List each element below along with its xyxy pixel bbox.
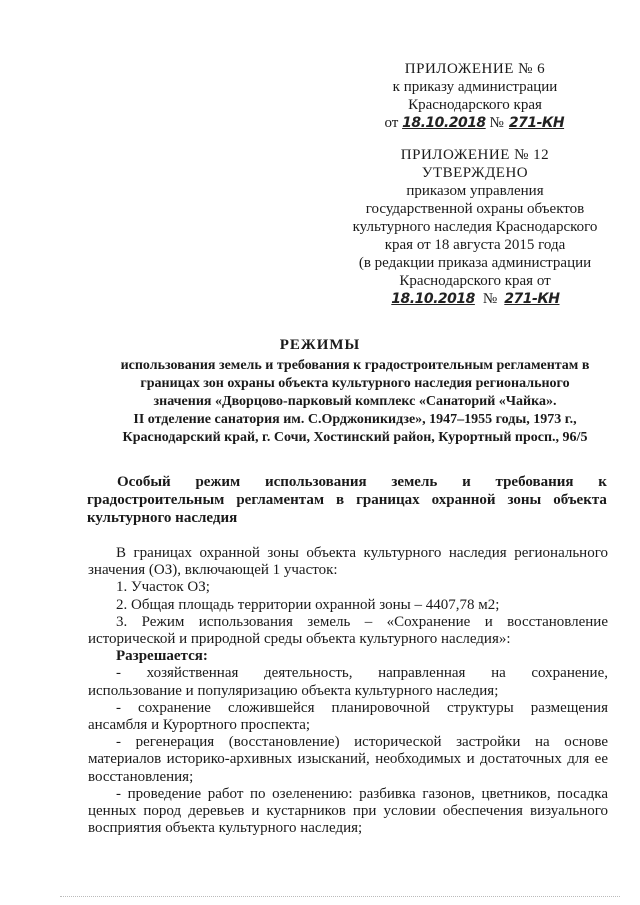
appendix-12-line4: государственной охраны объектов [365, 201, 585, 217]
bullet-item: - хозяйственная деятельность, направленная на сохранение, [116, 665, 608, 682]
section-heading: Особый режим использования земель и требования к градостроительным регламентам в границах охранной зоны объекта культурного наследия [87, 474, 607, 526]
document-subtitle [95, 357, 615, 447]
appendix-12-line5: культурного наследия Краснодарского [352, 219, 598, 235]
appendix-6-title: ПРИЛОЖЕНИЕ № 6 [404, 61, 546, 77]
appendix-6-date-line: от 18.10.2018 № 271-КН [384, 115, 565, 131]
bullet-item-cont: материалов историко-архивных изысканий, необходимых и достаточных для ее [88, 751, 608, 768]
handwritten-number: 271-КН [504, 291, 560, 307]
appendix-12-header [330, 146, 620, 308]
paragraph: В границах охранной зоны объекта культурного наследия регионального [116, 545, 608, 561]
bullet-item: - проведение работ по озеленению: разбивка газонов, цветников, посадка [116, 785, 608, 802]
handwritten-number: 271-КН [508, 115, 565, 131]
bullet-item: - сохранение сложившейся планировочной структуры размещения [116, 699, 608, 716]
appendix-6-header [330, 60, 620, 132]
bullet-item: - регенерация (восстановление) исторической застройки на основе [116, 734, 608, 751]
appendix-6-line2: к приказу администрации [392, 79, 558, 95]
appendix-12-line3: приказом управления [406, 183, 544, 199]
appendix-12-line6: края от 18 августа 2015 года [384, 237, 566, 253]
subtitle-line: использования земель и требования к градостроительным регламентам в [120, 358, 590, 373]
document-body [88, 545, 608, 837]
subtitle-line: границах зон охраны объекта культурного наследия регионального [140, 376, 570, 391]
bullet-item-cont: использование и популяризацию объекта культурного наследия; [88, 682, 499, 699]
handwritten-date: 18.10.2018 [402, 115, 486, 131]
appendix-6-line3: Краснодарского края [408, 97, 542, 113]
appendix-12-title: ПРИЛОЖЕНИЕ № 12 [400, 147, 550, 163]
list-item: 3. Режим использования земель – «Сохранение и восстановление [116, 613, 608, 630]
bullet-item-cont: ансамбля и Курортного проспекта; [88, 717, 311, 734]
subtitle-line: Краснодарский край, г. Сочи, Хостинский район, Курортный просп., 96/5 [122, 430, 588, 445]
allowed-heading: Разрешается: [116, 648, 208, 665]
handwritten-date: 18.10.2018 [391, 291, 475, 307]
list-item: 1. Участок ОЗ; [116, 579, 210, 596]
bullet-item-cont: ценных пород деревьев и кустарников при условии обеспечения визуального [88, 803, 608, 820]
appendix-12-line8: Краснодарского края от [399, 273, 551, 289]
document-title: РЕЖИМЫ [279, 337, 361, 353]
list-item-cont: исторической и природной среды объекта культурного наследия»: [88, 631, 511, 648]
scan-edge-artifact [60, 896, 620, 898]
subtitle-line: значения «Дворцово-парковый комплекс «Санаторий «Чайка». [153, 394, 557, 409]
paragraph-cont: значения (ОЗ), включающей 1 участок: [88, 562, 338, 579]
bullet-item-cont: восстановления; [88, 768, 194, 785]
subtitle-line: II отделение санатория им. С.Орджоникидзе», 1947–1955 годы, 1973 г., [133, 412, 577, 427]
appendix-12-line7: (в редакции приказа администрации [358, 255, 592, 271]
list-item: 2. Общая площадь территории охранной зоны – 4407,78 м2; [116, 596, 500, 613]
approved-label: УТВЕРЖДЕНО [421, 165, 529, 181]
bullet-item-cont: восприятия объекта культурного наследия; [88, 820, 363, 837]
appendix-12-date-line: 18.10.2018 № 271-КН [330, 290, 620, 308]
